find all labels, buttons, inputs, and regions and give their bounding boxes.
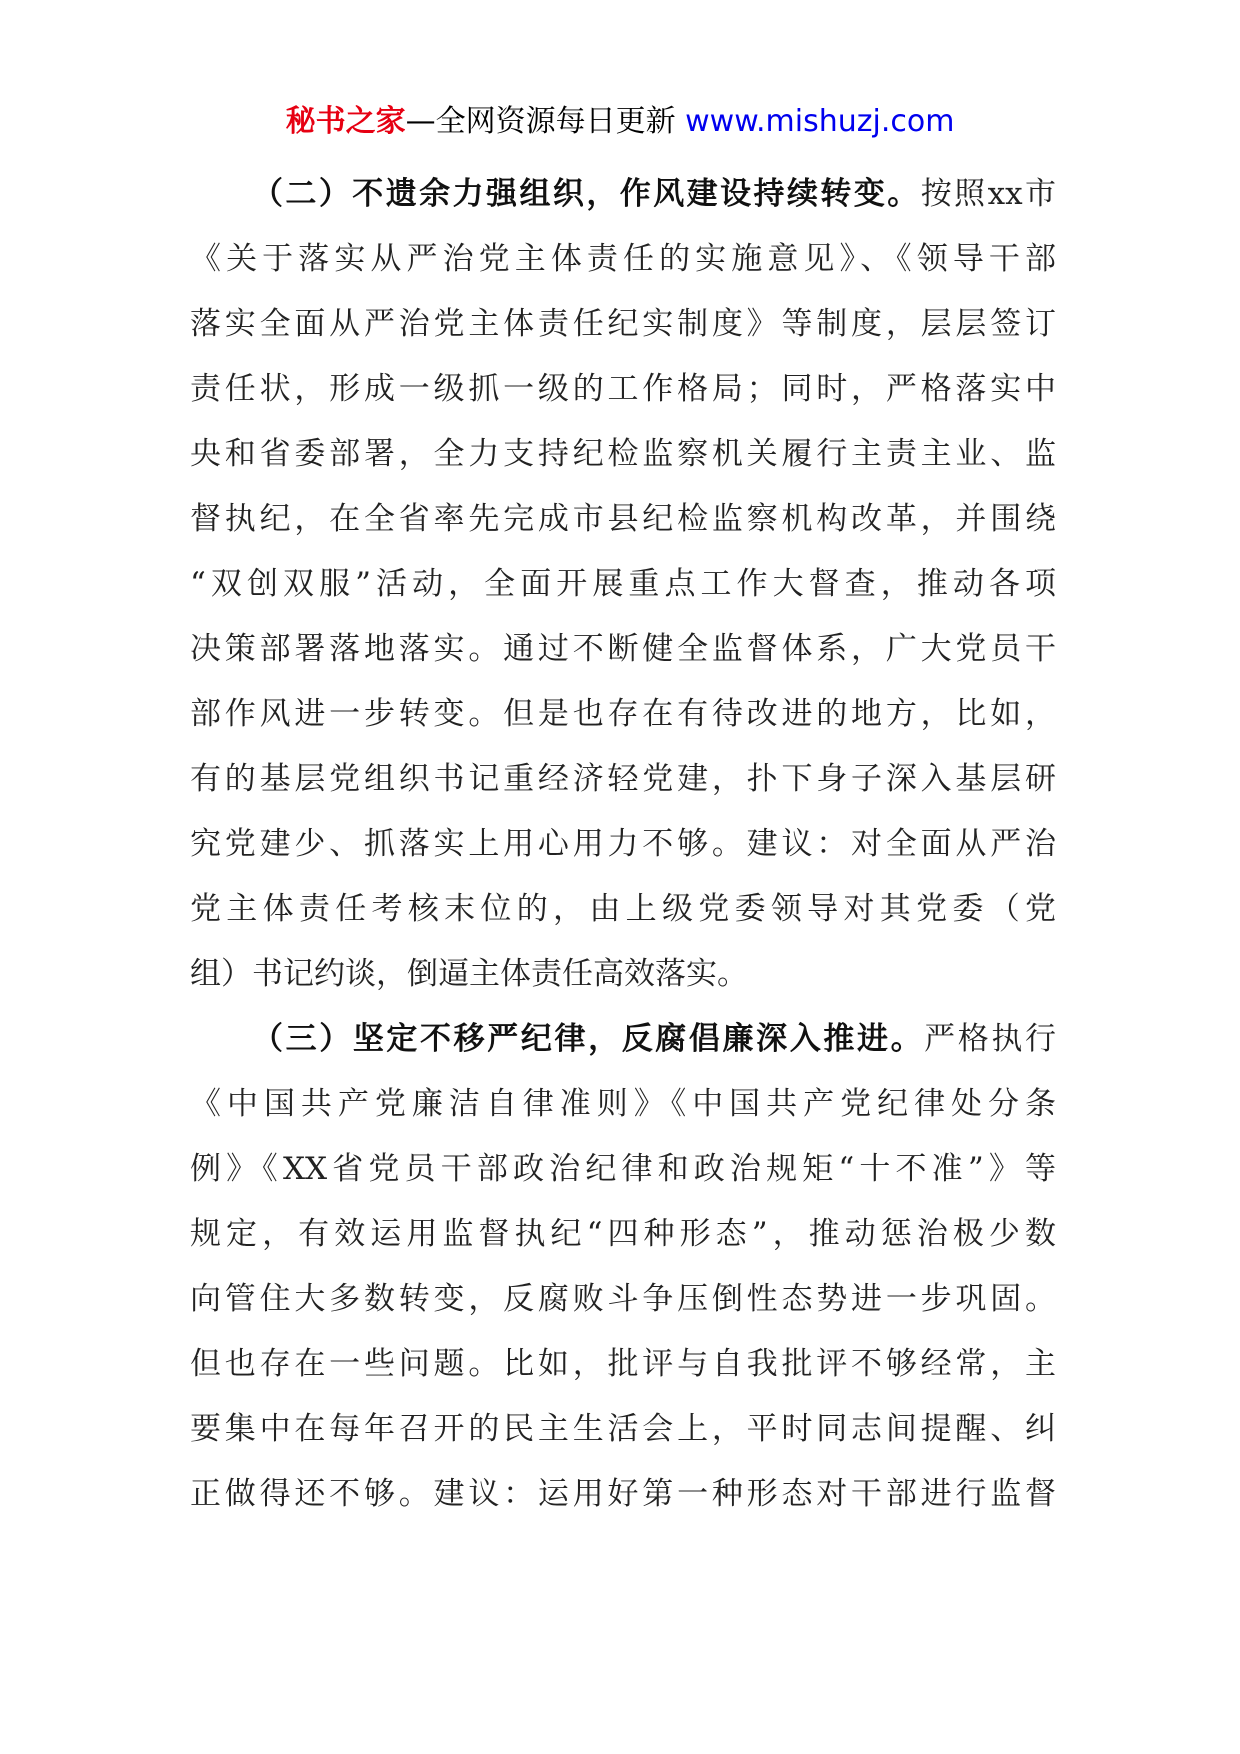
section3-first-line-text: 严格执行 — [924, 1021, 1056, 1057]
section3-heading: （三）坚定不移严纪律，反腐倡廉深入推进。 — [252, 1021, 925, 1057]
paragraph-line: 要集中在每年召开的民主生活会上，平时同志间提醒、纠 — [190, 1411, 1056, 1447]
site-brand: 秘书之家 — [285, 104, 406, 139]
paragraph-line: 落实全面从严治党主体责任纪实制度》等制度，层层签订 — [190, 306, 1056, 342]
paragraph-line: 《关于落实从严治党主体责任的实施意见》、《领导干部 — [190, 241, 1056, 277]
paragraph-line: 究党建少、抓落实上用心用力不够。建议：对全面从严治 — [190, 826, 1056, 862]
section2-first-line — [190, 162, 1056, 227]
site-url-link[interactable]: www.mishuzj.com — [685, 104, 955, 139]
paragraph-line: 部作风进一步转变。但是也存在有待改进的地方，比如， — [190, 696, 1056, 732]
section2-first-line-text: 按照xx市 — [920, 176, 1056, 212]
section2-heading: （二）不遗余力强组织，作风建设持续转变。 — [252, 176, 921, 212]
paragraph-line: 有的基层党组织书记重经济轻党建，扑下身子深入基层研 — [190, 761, 1056, 797]
section3-first-line — [190, 1007, 1056, 1072]
site-slogan: —全网资源每日更新 — [405, 104, 686, 139]
paragraph-line: 责任状，形成一级抓一级的工作格局；同时，严格落实中 — [190, 371, 1056, 407]
site-header — [0, 100, 1240, 144]
paragraph-line: 督执纪，在全省率先完成市县纪检监察机构改革，并围绕 — [190, 501, 1056, 537]
paragraph-line: 规定，有效运用监督执纪“四种形态”，推动惩治极少数 — [190, 1216, 1056, 1252]
paragraph-line: 但也存在一些问题。比如，批评与自我批评不够经常，主 — [190, 1346, 1056, 1382]
document-body — [190, 162, 1056, 1527]
paragraph-line: 决策部署落地落实。通过不断健全监督体系，广大党员干 — [190, 631, 1056, 667]
paragraph-line: “双创双服”活动，全面开展重点工作大督查，推动各项 — [190, 566, 1056, 602]
paragraph-line: 央和省委部署，全力支持纪检监察机关履行主责主业、监 — [190, 436, 1056, 472]
paragraph-line: 正做得还不够。建议：运用好第一种形态对干部进行监督 — [190, 1476, 1056, 1512]
paragraph-line: 例》《XX省党员干部政治纪律和政治规矩“十不准”》等 — [190, 1151, 1056, 1187]
paragraph-line: 组）书记约谈，倒逼主体责任高效落实。 — [190, 956, 748, 992]
paragraph-line: 党主体责任考核末位的，由上级党委领导对其党委（党 — [190, 891, 1056, 927]
paragraph-line: 向管住大多数转变，反腐败斗争压倒性态势进一步巩固。 — [190, 1281, 1056, 1317]
paragraph-line: 《中国共产党廉洁自律准则》《中国共产党纪律处分条 — [190, 1086, 1056, 1122]
